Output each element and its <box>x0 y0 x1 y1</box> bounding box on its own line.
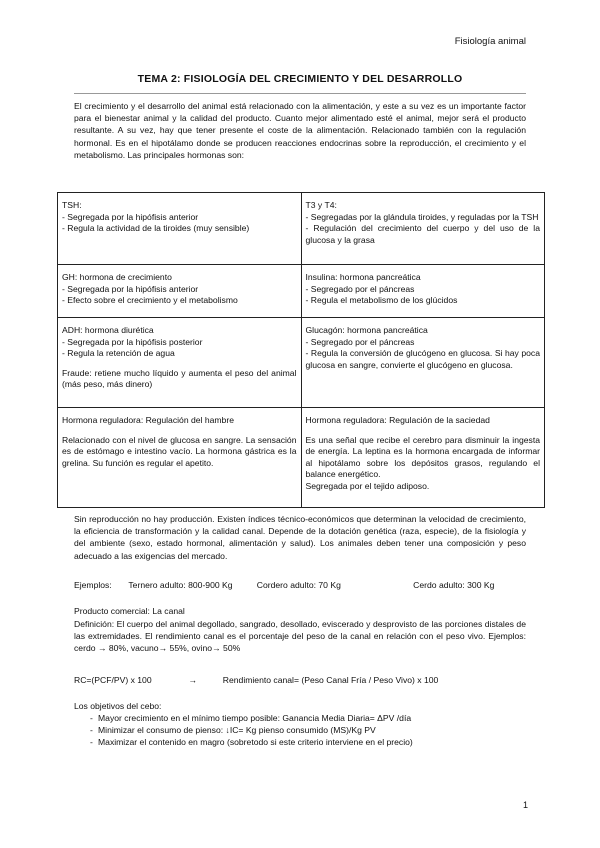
cell-title: Hormona reguladora: Regulación de la saciedad <box>305 415 490 425</box>
cell-line: - Segregado por el páncreas <box>305 283 415 294</box>
cell-title: T3 y T4: <box>305 200 337 210</box>
intro-paragraph: El crecimiento y el desarrollo del animal está relacionado con la alimentación, y este a su vez es un importante factor para el bienestar animal y la calidad del producto. Cuanto mejor alimentado esté el animal, mejor será el producto resultante. A su vez, hay que tener presente el coste de la alimentación. Relacionado también con la regulación hormonal. Es en el hipotálamo donde se producen reacciones endocrinas sobre la reproducción, el crecimiento y el metabolismo. Las principales hormonas son: <box>74 101 526 160</box>
running-header: Fisiología animal <box>454 36 526 47</box>
formula-rendimiento: Rendimiento canal= (Peso Canal Fría / Peso Vivo) x 100 <box>222 675 439 685</box>
cell-line: - Efecto sobre el crecimiento y el metabolismo <box>62 295 238 305</box>
title-divider <box>74 93 526 94</box>
examples-line <box>74 579 526 591</box>
cell-note: Fraude: retiene mucho líquido y aumenta el peso del animal (más peso, más dinero) <box>62 367 297 389</box>
cell-adh <box>58 318 302 408</box>
cell-line: - Segregada por la hipófisis posterior <box>62 336 203 347</box>
list-item: - Mayor crecimiento en el mínimo tiempo posible: Ganancia Media Diaria= ΔPV /día <box>74 712 526 724</box>
table-row <box>58 408 545 508</box>
definition-label: Definición: <box>74 619 115 629</box>
cell-line: - Regulación del crecimiento del cuerpo y del uso de la glucosa y la grasa <box>305 223 540 245</box>
example-cordero: Cordero adulto: 70 Kg <box>256 580 341 590</box>
canal-definition <box>74 618 526 655</box>
cell-text: Segregada por el tejido adiposo. <box>305 480 430 491</box>
cell-line: - Regula la retención de agua <box>62 348 175 358</box>
cell-line: - Regula la actividad de la tiroides (muy sensible) <box>62 223 250 233</box>
cell-line: - Segregadas por la glándula tiroides, y reguladas por la TSH <box>305 211 539 222</box>
cell-title: Hormona reguladora: Regulación del hambre <box>62 415 234 425</box>
examples-label: Ejemplos: <box>74 580 112 590</box>
list-item: - Maximizar el contenido en magro (sobretodo si este criterio interviene en el precio) <box>74 736 526 748</box>
cell-line: - Regula la conversión de glucógeno en glucosa. Si hay poca glucosa en sangre, convierte el glucógeno en glucosa. <box>305 348 540 370</box>
cell-text: Relacionado con el nivel de glucosa en sangre. La sensación es de estómago e intestino vacío. La hormona gástrica es la grelina. Su función es regular el apetito. <box>62 434 297 468</box>
cell-t3t4 <box>301 193 545 265</box>
arrow-icon: → <box>188 675 197 685</box>
hormones-table <box>57 192 545 508</box>
cell-title: Insulina: hormona pancreática <box>305 272 421 282</box>
table-row <box>58 193 545 265</box>
formula-rc: RC=(PCF/PV) x 100 <box>74 675 152 685</box>
cell-line: - Regula el metabolismo de los glúcidos <box>305 295 458 305</box>
page-number: 1 <box>522 800 528 810</box>
canal-heading: Producto comercial: La canal <box>74 606 185 616</box>
cell-line: - Segregada por la hipófisis anterior <box>62 211 199 222</box>
cell-text: Es una señal que recibe el cerebro para disminuir la ingesta de energía. La leptina es la hormona encargada de informar al hipotálamo sobre los depósitos grasos, regulando el balance energético. <box>305 434 540 479</box>
cell-line: - Segregada por la hipófisis anterior <box>62 283 199 294</box>
cell-hambre <box>58 408 302 508</box>
example-cerdo: Cerdo adulto: 300 Kg <box>413 580 495 590</box>
cell-title: ADH: hormona diurética <box>62 325 154 335</box>
cell-title: Glucagón: hormona pancreática <box>305 325 428 335</box>
cell-gh <box>58 265 302 318</box>
cell-tsh <box>58 193 302 265</box>
cell-saciedad <box>301 408 545 508</box>
objectives-list <box>74 712 526 749</box>
table-row <box>58 318 545 408</box>
formula-line <box>74 674 526 686</box>
definition-text: El cuerpo del animal degollado, sangrado, desollado, eviscerado y desprovisto de las porciones distales de las extremidades. El rendimiento canal es el porcentaje del peso de la canal en relación con el peso vivo. Ejemplos: cerdo → 80%, vacuno→ 55%, ovino→ 50% <box>74 619 526 654</box>
cell-insulina <box>301 265 545 318</box>
cell-title: GH: hormona de crecimiento <box>62 272 172 282</box>
page-title: TEMA 2: FISIOLOGÍA DEL CRECIMIENTO Y DEL DESARROLLO <box>137 73 463 85</box>
table-row <box>58 265 545 318</box>
cell-glucagon <box>301 318 545 408</box>
cell-title: TSH: <box>62 200 82 210</box>
cell-line: - Segregado por el páncreas <box>305 336 415 347</box>
reproduction-paragraph: Sin reproducción no hay producción. Existen índices técnico-económicos que determinan la velocidad de crecimiento, la eficiencia de transformación y la calidad canal. Depende de la dotación genética (raza, especie), de la fisiología y del ambiente (sexo, estado hormonal, alimentación y salud). Los animales deben tener una composición y peso adecuado a las exigencias del mercado. <box>74 514 526 561</box>
objectives-heading: Los objetivos del cebo: <box>74 701 162 711</box>
example-ternero: Ternero adulto: 800-900 Kg <box>128 580 233 590</box>
list-item: - Minimizar el consumo de pienso: ↓IC= Kg pienso consumido (MS)/Kg PV <box>74 724 526 736</box>
